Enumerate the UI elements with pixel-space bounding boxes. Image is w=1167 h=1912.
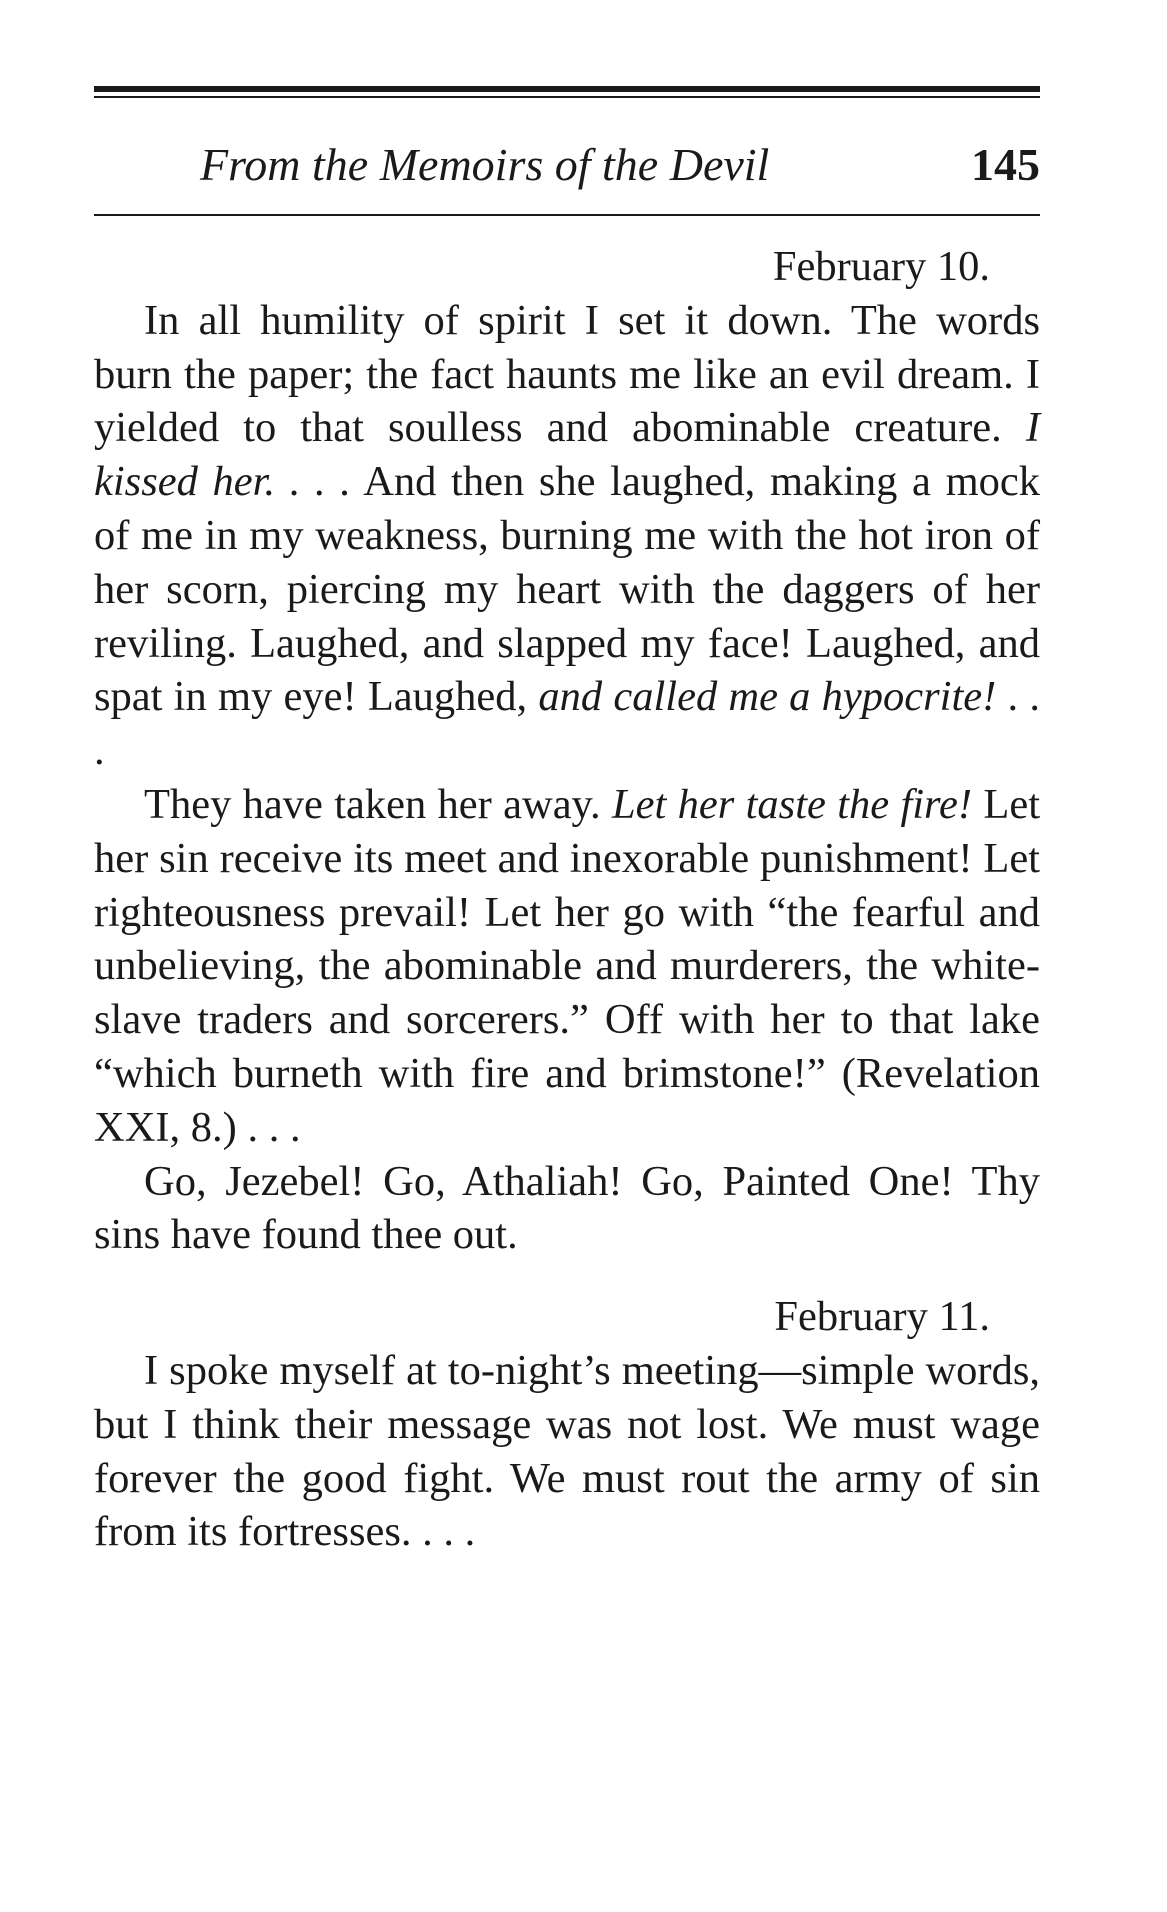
entry-date: February 11. xyxy=(774,1293,990,1341)
header-rule-thin xyxy=(94,96,1040,98)
header-rule-bottom xyxy=(94,214,1040,216)
text-segment: Let her sin receive its meet and inexorable punishment! Let righteousness prevail! Let her go with “the fearful and unbelieving, the abominable and murderers, the white-slave traders and sorcerers.” Off with her to that lake “which burneth with fire and brimstone!” (Revelation XXI, 8.) . . . xyxy=(94,780,1041,1151)
text-segment: They have taken her away. xyxy=(144,780,612,828)
body-text xyxy=(94,240,1040,1559)
paragraph xyxy=(94,294,1040,778)
italic-segment: Let her taste the fire! xyxy=(612,780,973,828)
header-rule-thick xyxy=(94,86,1040,92)
entry-date: February 10. xyxy=(772,243,990,290)
paragraph xyxy=(94,1344,1040,1559)
text-segment: And then she laughed, making a mock of me in my weakness, burning me with the hot iron of her scorn, piercing my heart with the daggers of her reviling. Laughed, and slapped my face! Laughed, and spat in my eye! Laughed, xyxy=(94,458,1040,721)
page-number: 145 xyxy=(971,139,1040,190)
text-segment: . . . xyxy=(94,673,1041,775)
text-segment: I spoke myself at to-night’s meeting—simple words, but I think their message was not lost. We must wage forever the good fight. We must rout the army of sin from its fortresses. . . . xyxy=(94,1346,1040,1556)
italic-segment: and called me a hypocrite! xyxy=(538,673,997,721)
text-segment: Go, Jezebel! Go, Athaliah! Go, Painted One! Thy sins have found thee out. xyxy=(94,1157,1040,1259)
paragraph xyxy=(94,1155,1040,1263)
text-segment: In all humility of spirit I set it down. The words burn the paper; the fact haunts me like an evil dream. I yielded to that soulless and abominable creature. xyxy=(94,296,1040,452)
running-head xyxy=(200,130,1040,200)
paragraph xyxy=(94,778,1040,1155)
running-title: From the Memoirs of the Devil xyxy=(200,139,770,190)
italic-segment: I kissed her. . . . xyxy=(94,404,1040,506)
